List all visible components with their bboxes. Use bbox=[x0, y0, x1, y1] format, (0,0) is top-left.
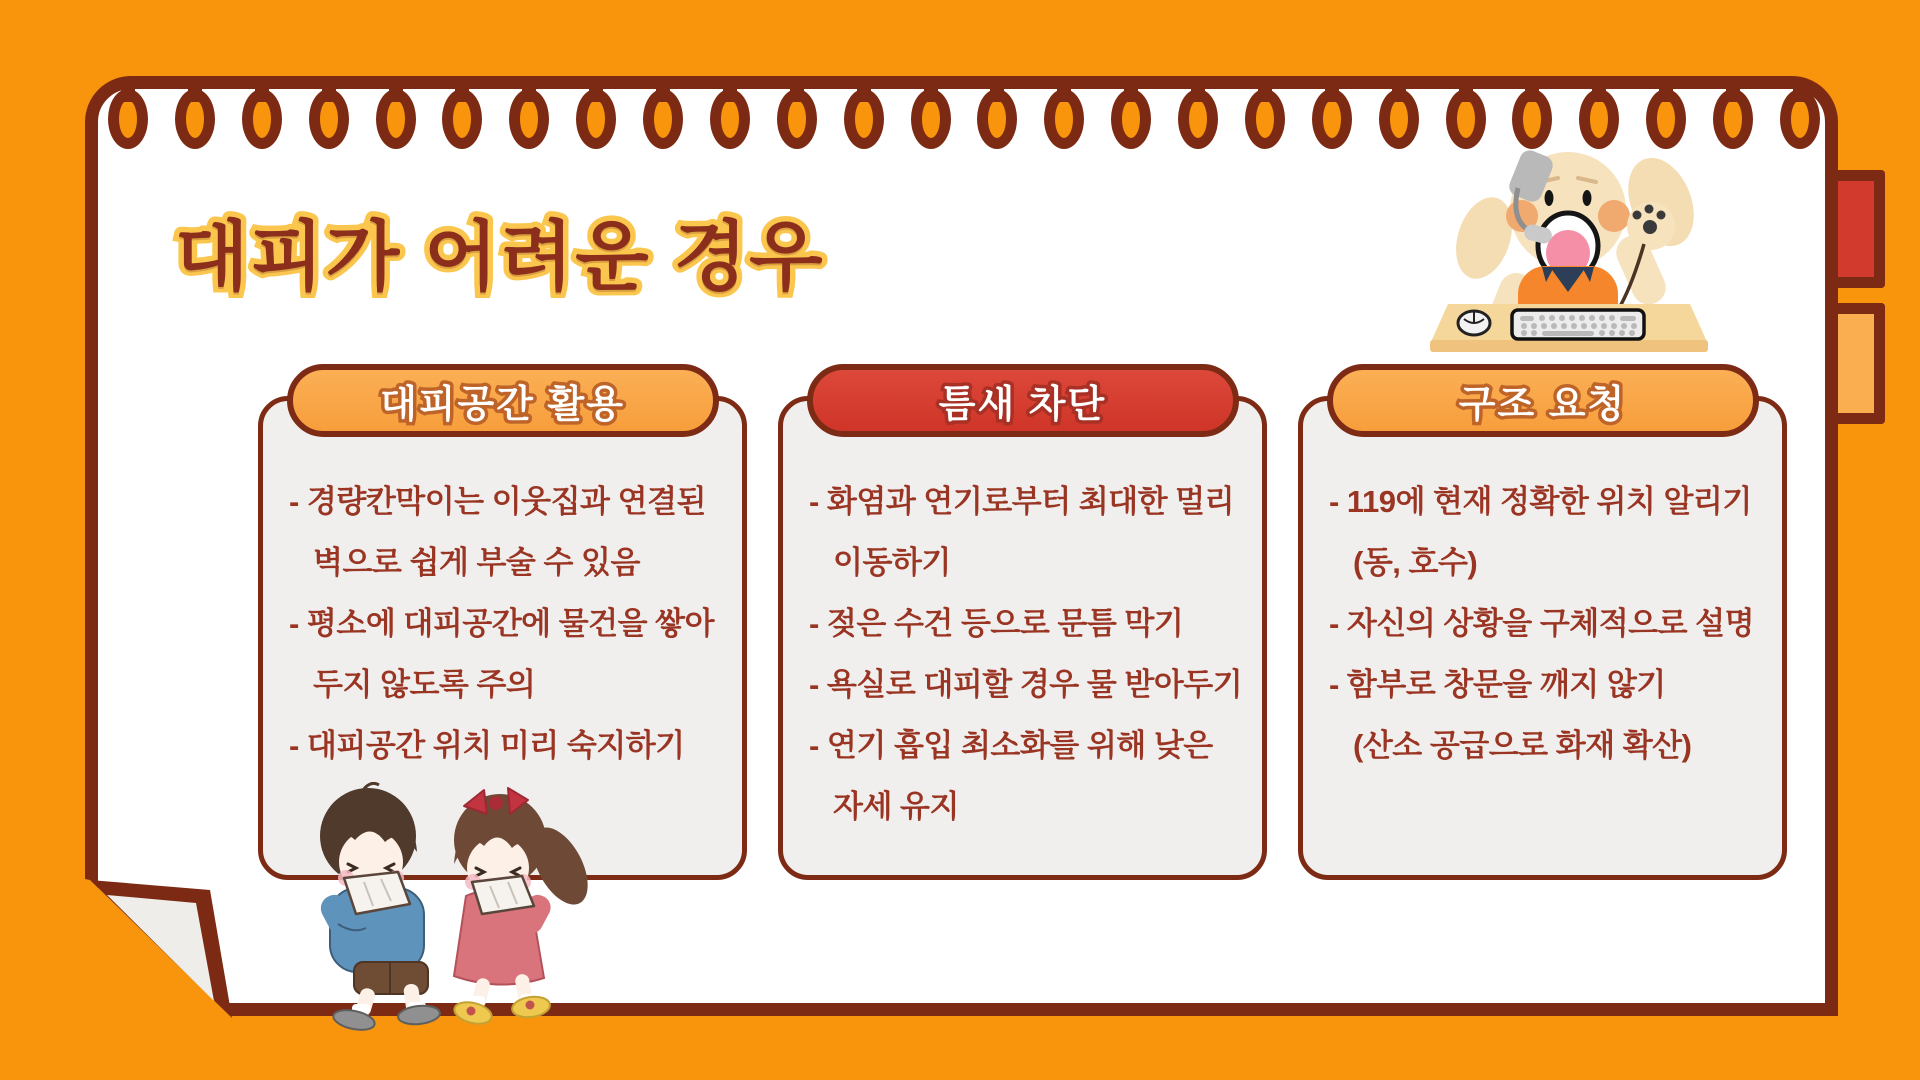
card-body bbox=[1303, 401, 1782, 776]
card-text-line: (동, 호수) bbox=[1353, 545, 1478, 580]
card-header-label: 구조 요청 bbox=[1458, 384, 1627, 426]
card-gap-sealing bbox=[778, 384, 1267, 880]
card-text-line: - 연기 흡입 최소화를 위해 낮은 bbox=[809, 728, 1213, 763]
card-header-rescue-request bbox=[1327, 364, 1759, 437]
card-text-line: - 대피공간 위치 미리 숙지하기 bbox=[289, 728, 685, 763]
paper-fold-icon bbox=[80, 868, 252, 1030]
card-text-line: 자세 유지 bbox=[833, 789, 959, 824]
binder-ring-icon bbox=[977, 89, 1017, 149]
card-header-label: 틈새 차단 bbox=[938, 384, 1107, 426]
binder-ring-icon bbox=[710, 89, 750, 149]
card-text-line: 이동하기 bbox=[833, 545, 951, 580]
card-text-line: (산소 공급으로 화재 확산) bbox=[1353, 728, 1692, 763]
card-text-line: - 화염과 연기로부터 최대한 멀리 bbox=[809, 484, 1235, 519]
dog-operator-illustration bbox=[1418, 126, 1720, 358]
card-text-line: 벽으로 쉽게 부술 수 있음 bbox=[313, 545, 640, 580]
binder-ring-icon bbox=[576, 89, 616, 149]
card-rescue-request bbox=[1298, 384, 1787, 880]
children-covering-nose-illustration bbox=[268, 782, 603, 1042]
girl-figure bbox=[452, 788, 599, 1027]
card-header-gap-sealing bbox=[807, 364, 1239, 437]
page-title: 대피가 어려운 경우 bbox=[175, 215, 825, 300]
binder-ring-icon bbox=[1312, 89, 1352, 149]
card-body bbox=[263, 401, 742, 776]
card-header-label: 대피공간 활용 bbox=[380, 384, 625, 426]
binder-ring-icon bbox=[844, 89, 884, 149]
binder-ring-icon bbox=[1111, 89, 1151, 149]
card-text-line: - 119에 현재 정확한 위치 알리기 bbox=[1329, 484, 1752, 519]
binder-ring-icon bbox=[175, 89, 215, 149]
card-body bbox=[783, 401, 1262, 837]
card-text-line: - 젖은 수건 등으로 문틈 막기 bbox=[809, 606, 1184, 641]
card-text-line: - 욕실로 대피할 경우 물 받아두기 bbox=[809, 667, 1243, 702]
boy-figure bbox=[316, 783, 441, 1033]
binder-ring-icon bbox=[376, 89, 416, 149]
card-header-evacuation-space bbox=[287, 364, 719, 437]
binder-ring-icon bbox=[309, 89, 349, 149]
binder-ring-icon bbox=[1178, 89, 1218, 149]
side-tab-orange bbox=[1838, 303, 1885, 424]
binder-ring-icon bbox=[1245, 89, 1285, 149]
binder-ring-icon bbox=[242, 89, 282, 149]
card-text-line: - 함부로 창문을 깨지 않기 bbox=[1329, 667, 1666, 702]
side-tab-red bbox=[1838, 170, 1885, 288]
card-text-line: - 평소에 대피공간에 물건을 쌓아 bbox=[289, 606, 715, 641]
binder-ring-icon bbox=[108, 89, 148, 149]
card-text-line: 두지 않도록 주의 bbox=[313, 667, 536, 702]
card-text-line: - 경량칸막이는 이웃집과 연결된 bbox=[289, 484, 706, 519]
binder-ring-icon bbox=[509, 89, 549, 149]
binder-ring-icon bbox=[777, 89, 817, 149]
binder-ring-icon bbox=[911, 89, 951, 149]
binder-ring-icon bbox=[1044, 89, 1084, 149]
binder-ring-icon bbox=[1379, 89, 1419, 149]
binder-ring-icon bbox=[442, 89, 482, 149]
card-text-line: - 자신의 상황을 구체적으로 설명 bbox=[1329, 606, 1755, 641]
binder-ring-icon bbox=[643, 89, 683, 149]
binder-ring-icon bbox=[1780, 89, 1820, 149]
